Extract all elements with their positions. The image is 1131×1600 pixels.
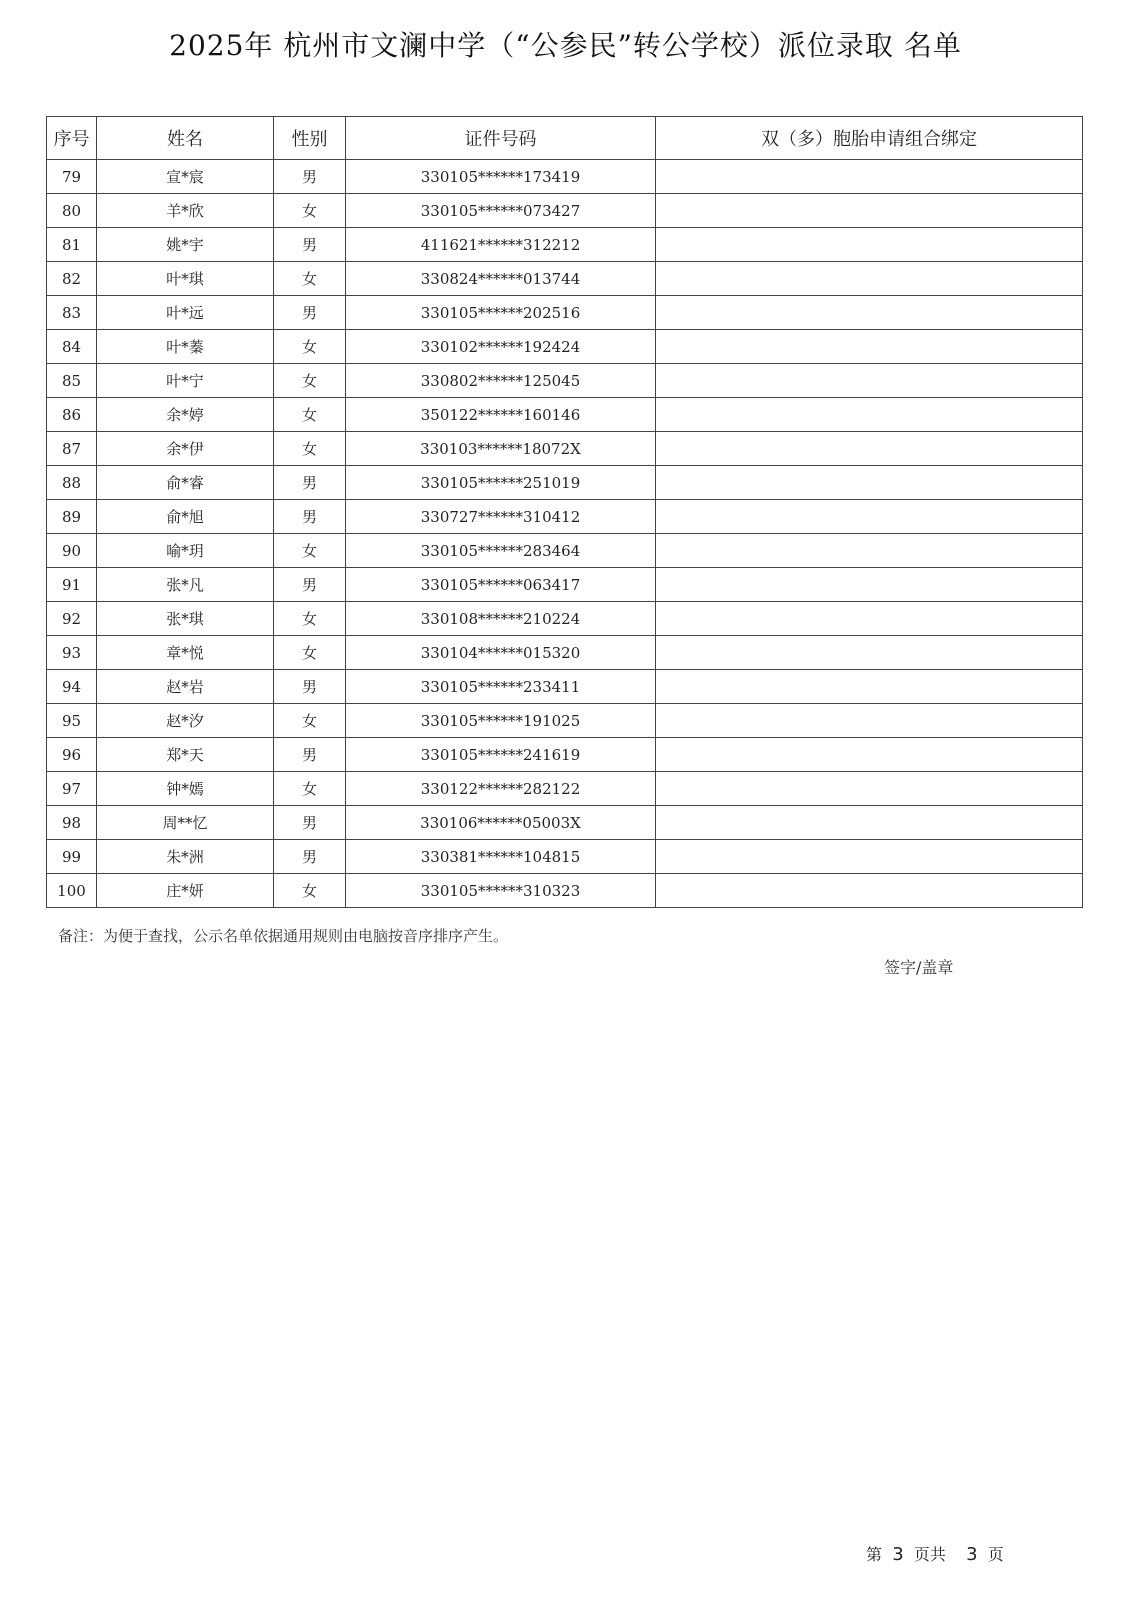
cell-name: 余*婷 — [97, 398, 274, 432]
footer-middle: 页共 — [913, 1545, 946, 1564]
table-row — [47, 228, 1083, 262]
table-row — [47, 432, 1083, 466]
cell-index: 79 — [47, 160, 97, 194]
cell-id-number: 330106******05003X — [346, 806, 656, 840]
table-row — [47, 704, 1083, 738]
cell-index: 84 — [47, 330, 97, 364]
cell-name: 郑*天 — [97, 738, 274, 772]
cell-index: 90 — [47, 534, 97, 568]
footer-current-page: 3 — [892, 1544, 904, 1565]
cell-name: 宣*宸 — [97, 160, 274, 194]
table-row — [47, 364, 1083, 398]
cell-index: 99 — [47, 840, 97, 874]
table-row — [47, 330, 1083, 364]
cell-twin-binding — [656, 568, 1083, 602]
cell-id-number: 411621******312212 — [346, 228, 656, 262]
cell-gender: 男 — [274, 160, 346, 194]
cell-name: 朱*洲 — [97, 840, 274, 874]
cell-twin-binding — [656, 330, 1083, 364]
cell-name: 姚*宇 — [97, 228, 274, 262]
cell-name: 张*凡 — [97, 568, 274, 602]
cell-twin-binding — [656, 636, 1083, 670]
cell-index: 91 — [47, 568, 97, 602]
cell-twin-binding — [656, 670, 1083, 704]
cell-gender: 女 — [274, 330, 346, 364]
remark-note: 备注：为便于查找，公示名单依据通用规则由电脑按音序排序产生。 — [58, 927, 509, 945]
cell-name: 叶*蓁 — [97, 330, 274, 364]
cell-index: 85 — [47, 364, 97, 398]
cell-twin-binding — [656, 466, 1083, 500]
page-footer — [866, 1542, 1004, 1565]
signature-label: 签字/盖章 — [884, 958, 954, 977]
cell-twin-binding — [656, 364, 1083, 398]
cell-gender: 女 — [274, 602, 346, 636]
cell-id-number: 330122******282122 — [346, 772, 656, 806]
cell-index: 87 — [47, 432, 97, 466]
cell-gender: 男 — [274, 806, 346, 840]
cell-id-number: 330105******283464 — [346, 534, 656, 568]
cell-index: 94 — [47, 670, 97, 704]
cell-gender: 男 — [274, 738, 346, 772]
cell-twin-binding — [656, 534, 1083, 568]
cell-twin-binding — [656, 398, 1083, 432]
cell-index: 88 — [47, 466, 97, 500]
cell-gender: 女 — [274, 704, 346, 738]
cell-id-number: 330105******191025 — [346, 704, 656, 738]
cell-id-number: 330102******192424 — [346, 330, 656, 364]
table-row — [47, 874, 1083, 908]
cell-name: 羊*欣 — [97, 194, 274, 228]
cell-gender: 女 — [274, 772, 346, 806]
cell-gender: 女 — [274, 636, 346, 670]
cell-name: 俞*睿 — [97, 466, 274, 500]
cell-gender: 男 — [274, 228, 346, 262]
table-row — [47, 840, 1083, 874]
cell-id-number: 330105******310323 — [346, 874, 656, 908]
footer-suffix: 页 — [987, 1545, 1004, 1564]
cell-gender: 男 — [274, 840, 346, 874]
cell-index: 93 — [47, 636, 97, 670]
cell-gender: 女 — [274, 364, 346, 398]
cell-id-number: 330105******173419 — [346, 160, 656, 194]
cell-gender: 男 — [274, 500, 346, 534]
table-row — [47, 636, 1083, 670]
cell-twin-binding — [656, 772, 1083, 806]
footer-total-pages: 3 — [966, 1544, 978, 1565]
cell-name: 叶*宁 — [97, 364, 274, 398]
table-row — [47, 160, 1083, 194]
cell-gender: 男 — [274, 568, 346, 602]
cell-gender: 女 — [274, 262, 346, 296]
table-row — [47, 194, 1083, 228]
cell-name: 钟*嫣 — [97, 772, 274, 806]
admission-table — [46, 116, 1083, 908]
cell-id-number: 350122******160146 — [346, 398, 656, 432]
cell-index: 80 — [47, 194, 97, 228]
table-body — [47, 160, 1083, 908]
cell-id-number: 330105******063417 — [346, 568, 656, 602]
cell-name: 周**忆 — [97, 806, 274, 840]
page-title: 2025年 杭州市文澜中学（“公参民”转公学校）派位录取 名单 — [169, 29, 962, 62]
cell-name: 章*悦 — [97, 636, 274, 670]
table-row — [47, 772, 1083, 806]
cell-id-number: 330105******202516 — [346, 296, 656, 330]
cell-index: 92 — [47, 602, 97, 636]
header-index: 序号 — [47, 117, 97, 160]
cell-name: 余*伊 — [97, 432, 274, 466]
cell-id-number: 330103******18072X — [346, 432, 656, 466]
cell-gender: 男 — [274, 670, 346, 704]
table-row — [47, 738, 1083, 772]
cell-name: 庄*妍 — [97, 874, 274, 908]
footer-prefix: 第 — [866, 1545, 883, 1564]
cell-twin-binding — [656, 500, 1083, 534]
cell-gender: 女 — [274, 874, 346, 908]
cell-index: 95 — [47, 704, 97, 738]
cell-name: 张*琪 — [97, 602, 274, 636]
cell-gender: 男 — [274, 466, 346, 500]
cell-twin-binding — [656, 806, 1083, 840]
table-header-row — [47, 117, 1083, 160]
cell-twin-binding — [656, 296, 1083, 330]
cell-index: 97 — [47, 772, 97, 806]
cell-id-number: 330824******013744 — [346, 262, 656, 296]
cell-gender: 女 — [274, 398, 346, 432]
header-id-number: 证件号码 — [346, 117, 656, 160]
cell-twin-binding — [656, 602, 1083, 636]
cell-twin-binding — [656, 228, 1083, 262]
table-row — [47, 534, 1083, 568]
cell-id-number: 330802******125045 — [346, 364, 656, 398]
cell-index: 100 — [47, 874, 97, 908]
cell-id-number: 330105******241619 — [346, 738, 656, 772]
cell-twin-binding — [656, 262, 1083, 296]
table-row — [47, 670, 1083, 704]
cell-twin-binding — [656, 194, 1083, 228]
cell-twin-binding — [656, 704, 1083, 738]
cell-name: 叶*远 — [97, 296, 274, 330]
cell-index: 86 — [47, 398, 97, 432]
cell-id-number: 330105******251019 — [346, 466, 656, 500]
table-row — [47, 602, 1083, 636]
cell-index: 83 — [47, 296, 97, 330]
cell-twin-binding — [656, 738, 1083, 772]
table-row — [47, 466, 1083, 500]
cell-name: 喻*玥 — [97, 534, 274, 568]
table-row — [47, 398, 1083, 432]
header-twin-binding: 双（多）胞胎申请组合绑定 — [656, 117, 1083, 160]
cell-twin-binding — [656, 432, 1083, 466]
cell-name: 赵*岩 — [97, 670, 274, 704]
cell-name: 赵*汐 — [97, 704, 274, 738]
header-name: 姓名 — [97, 117, 274, 160]
cell-twin-binding — [656, 840, 1083, 874]
cell-index: 82 — [47, 262, 97, 296]
cell-id-number: 330108******210224 — [346, 602, 656, 636]
cell-index: 98 — [47, 806, 97, 840]
table-row — [47, 568, 1083, 602]
cell-name: 俞*旭 — [97, 500, 274, 534]
cell-gender: 女 — [274, 194, 346, 228]
cell-gender: 女 — [274, 534, 346, 568]
cell-index: 89 — [47, 500, 97, 534]
cell-twin-binding — [656, 160, 1083, 194]
cell-index: 96 — [47, 738, 97, 772]
table-row — [47, 500, 1083, 534]
cell-id-number: 330104******015320 — [346, 636, 656, 670]
cell-name: 叶*琪 — [97, 262, 274, 296]
cell-id-number: 330105******233411 — [346, 670, 656, 704]
table-row — [47, 806, 1083, 840]
cell-index: 81 — [47, 228, 97, 262]
cell-twin-binding — [656, 874, 1083, 908]
cell-gender: 女 — [274, 432, 346, 466]
table-row — [47, 296, 1083, 330]
cell-id-number: 330381******104815 — [346, 840, 656, 874]
table-row — [47, 262, 1083, 296]
cell-id-number: 330105******073427 — [346, 194, 656, 228]
cell-gender: 男 — [274, 296, 346, 330]
header-gender: 性别 — [274, 117, 346, 160]
cell-id-number: 330727******310412 — [346, 500, 656, 534]
